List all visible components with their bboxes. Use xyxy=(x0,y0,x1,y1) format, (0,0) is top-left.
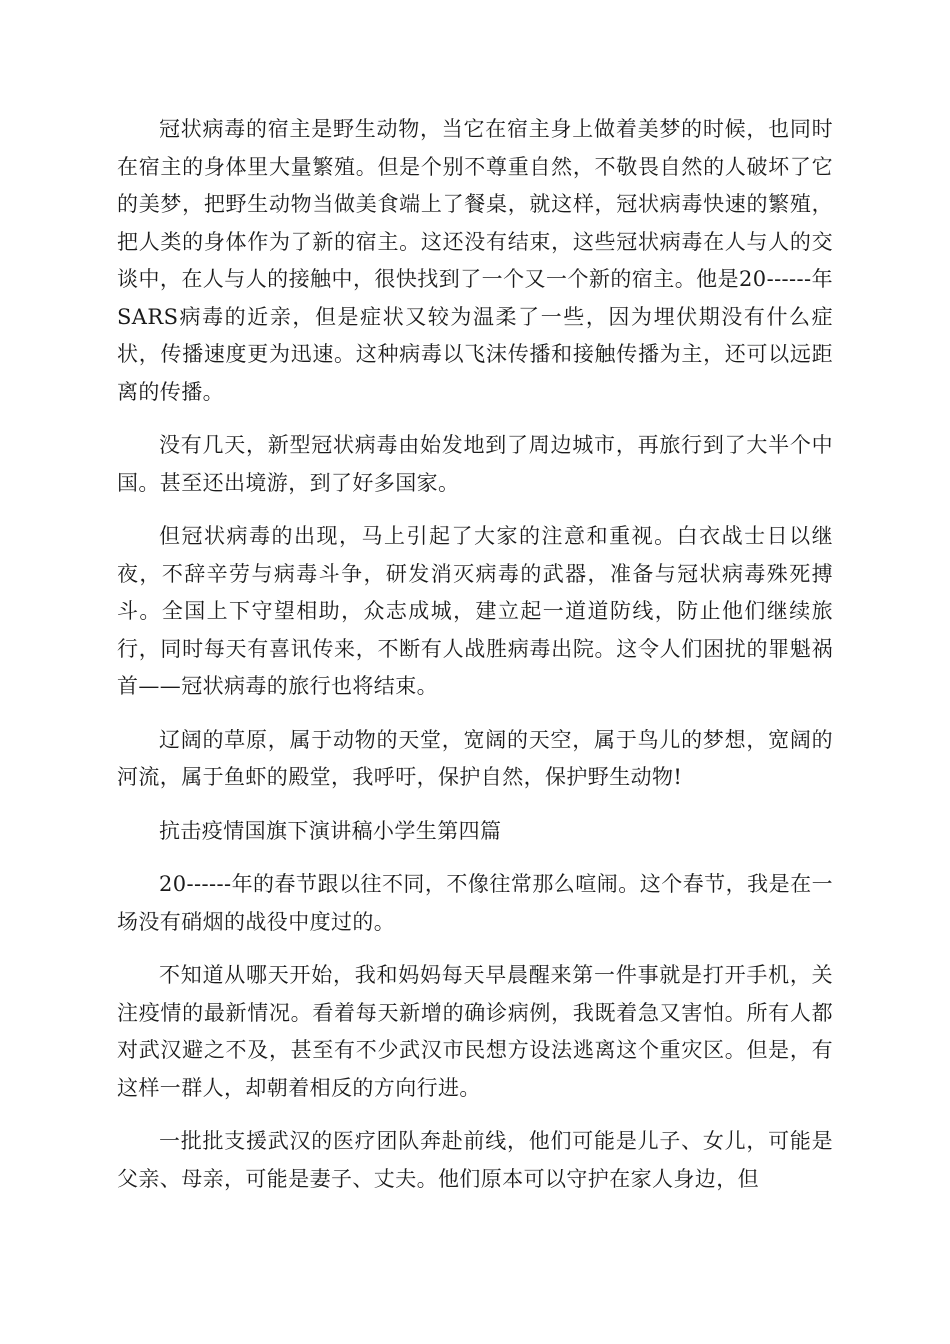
paragraph-4: 辽阔的草原，属于动物的天堂，宽阔的天空，属于鸟儿的梦想，宽阔的河流，属于鱼虾的殿堂，我呼吁，保护自然，保护野生动物! xyxy=(117,727,833,789)
paragraph-7: 一批批支援武汉的医疗团队奔赴前线，他们可能是儿子、女儿，可能是父亲、母亲，可能是妻子、丈夫。他们原本可以守护在家人身边，但 xyxy=(117,1129,833,1191)
paragraph-5: 20------年的春节跟以往不同，不像往常那么喧闹。这个春节，我是在一场没有硝烟的战役中度过的。 xyxy=(117,872,833,934)
paragraph-2: 没有几天，新型冠状病毒由始发地到了周边城市，再旅行到了大半个中国。甚至还出境游，到了好多国家。 xyxy=(117,433,833,495)
paragraph-6: 不知道从哪天开始，我和妈妈每天早晨醒来第一件事就是打开手机，关注疫情的最新情况。看着每天新增的确诊病例，我既着急又害怕。所有人都对武汉避之不及，甚至有不少武汉市民想方设法逃离这个重灾区。但是，有这样一群人，却朝着相反的方向行进。 xyxy=(117,963,833,1100)
paragraph-3: 但冠状病毒的出现，马上引起了大家的注意和重视。白衣战士日以继夜，不辞辛劳与病毒斗争，研发消灭病毒的武器，准备与冠状病毒殊死搏斗。全国上下守望相助，众志成城，建立起一道道防线，防止他们继续旅行，同时每天有喜讯传来，不断有人战胜病毒出院。这令人们困扰的罪魁祸首——冠状病毒的旅行也将结束。 xyxy=(117,524,833,698)
section-heading: 抗击疫情国旗下演讲稿小学生第四篇 xyxy=(159,818,502,843)
paragraph-1: 冠状病毒的宿主是野生动物，当它在宿主身上做着美梦的时候，也同时在宿主的身体里大量繁殖。但是个别不尊重自然，不敬畏自然的人破坏了它的美梦，把野生动物当做美食端上了餐桌，就这样，冠状病毒快速的繁殖，把人类的身体作为了新的宿主。这还没有结束，这些冠状病毒在人与人的交谈中，在人与人的接触中，很快找到了一个又一个新的宿主。他是20------年SARS病毒的近亲，但是症状又较为温柔了一些，因为埋伏期没有什么症状，传播速度更为迅速。这种病毒以飞沫传播和接触传播为主，还可以远距离的传播。 xyxy=(117,117,833,404)
document-body xyxy=(117,111,833,1214)
